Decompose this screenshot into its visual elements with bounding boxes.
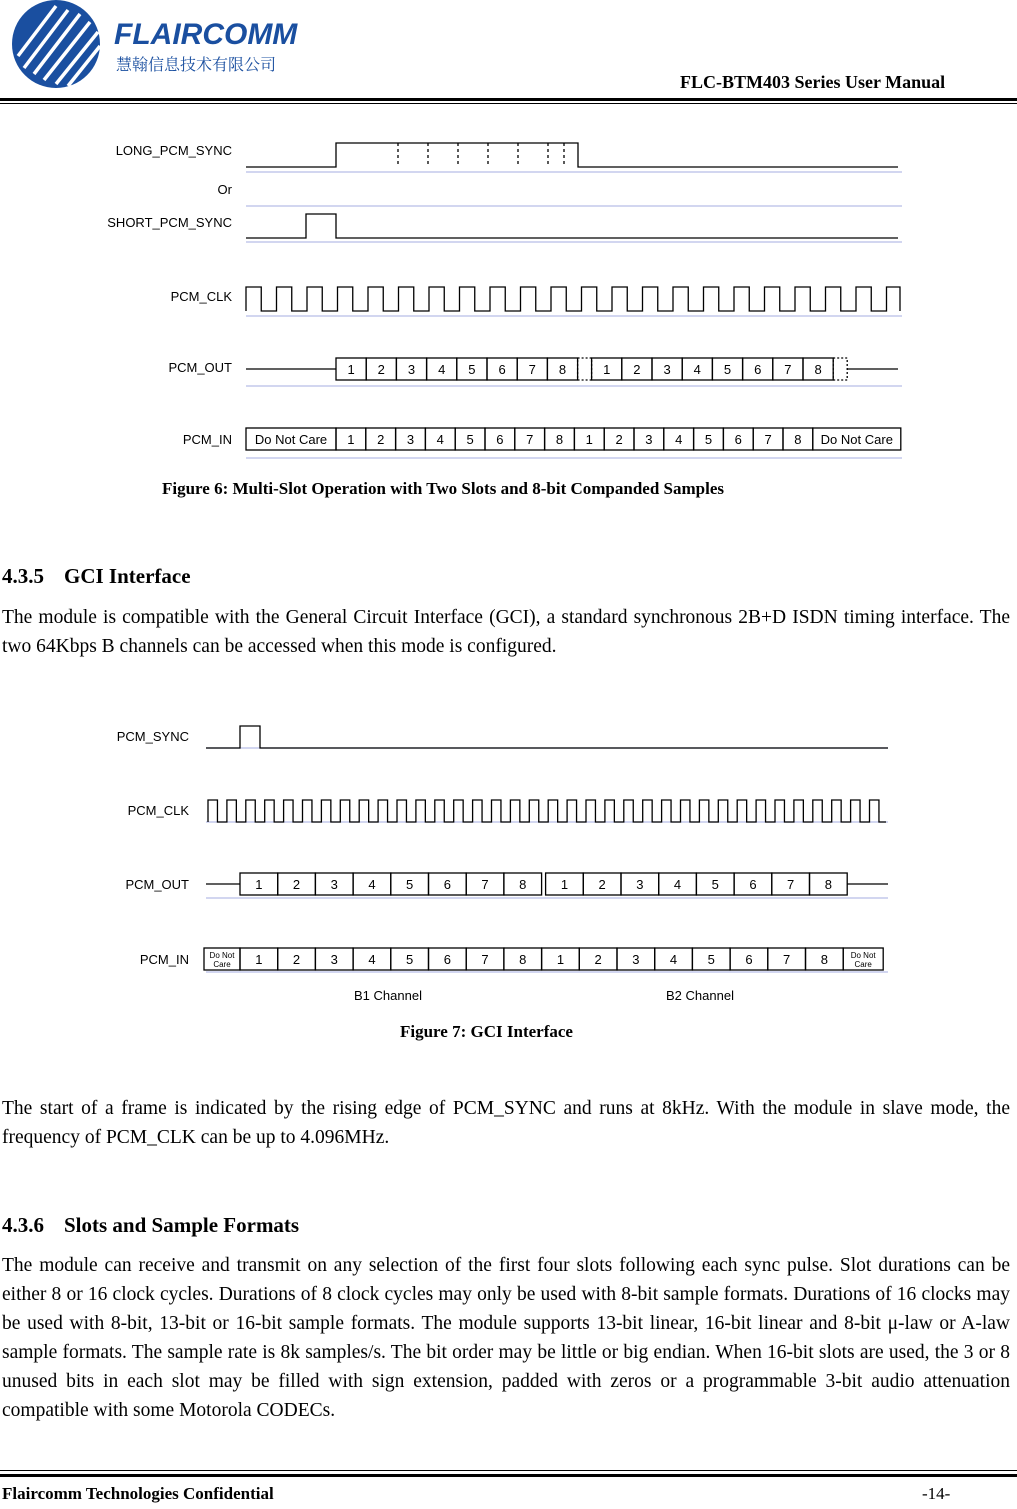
pcm-in-slot-bit-label: 7 — [481, 952, 489, 967]
pcm-sync-waveform — [206, 726, 888, 748]
figure6-caption: Figure 6: Multi-Slot Operation with Two Slots and 8-bit Companded Samples — [162, 479, 725, 498]
pcm-in-slot-bit-label: 7 — [526, 432, 534, 447]
page-number: -14- — [922, 1484, 951, 1503]
pcm-out-slot2-bit-label: 4 — [693, 362, 701, 377]
label-pcm-in: PCM_IN — [139, 952, 189, 967]
pcm-out-slot2-bit-label: 1 — [603, 362, 611, 377]
pcm-in-slot-bit-label: 3 — [645, 432, 653, 447]
pcm-out-gap — [833, 358, 847, 380]
pcm-in-slot-bit-label: 1 — [585, 432, 593, 447]
pcm-out-slot1-bit-label: 3 — [407, 362, 416, 377]
logo-text: FLAIRCOMM — [114, 18, 298, 51]
header-rule-thin — [0, 103, 1017, 104]
pcm-in-slot-bit-label: 1 — [255, 952, 263, 967]
header-rule — [0, 98, 1017, 101]
b1-channel-label: B1 Channel — [354, 988, 422, 1003]
pcm-in-slot-bit-label: 5 — [707, 952, 715, 967]
pcm-in-dont-care-label: Care — [213, 960, 231, 969]
pcm-in-dont-care-label: Do Not Care — [254, 432, 328, 447]
section-4-3-6-body: The module can receive and transmit on any selection of the first four slots following each sync pulse. Slot durations can be either 8 or 16 clock cycles. Durations of 8 clock cycles may only be used with 8-bit sample formats. Durations of 16 clocks may be used with 8-bit, 13-bit or 16-bit sample formats. The module supports 13-bit linear, 16-bit linear and 8-bit μ-law or A-law sample formats. The sample rate is 8k samples/s. The bit order may be little or big endian. When 16-bit slots are used, the 3 or 8 unused bits in each slot may be filled with sign extension, padded with zeros or a programmable 3-bit audio attenuation compatible with some Motorola CODECs. — [2, 1255, 1010, 1421]
pcm-out-b1-bit-label: 6 — [443, 877, 451, 892]
pcm-out-b1-bit-label: 1 — [255, 877, 263, 892]
pcm-out-slot1-bit-label: 5 — [468, 362, 476, 377]
pcm-out-b2-bit-label: 8 — [824, 877, 832, 892]
label-pcm-sync: PCM_SYNC — [116, 729, 189, 744]
pcm-in-slot-bit-label: 8 — [820, 952, 828, 967]
pcm-in-dont-care-label: Care — [854, 960, 872, 969]
section-title: Slots and Sample Formats — [64, 1213, 300, 1237]
manual-title: FLC-BTM403 Series User Manual — [680, 72, 946, 92]
pcm-in-slot-bit-label: 6 — [443, 952, 451, 967]
figure7-caption: Figure 7: GCI Interface — [400, 1022, 573, 1041]
pcm-in-slot-bit-label: 5 — [466, 432, 474, 447]
pcm-in-slot-bit-label: 4 — [669, 952, 678, 967]
pcm-in-slot-bit-label: 6 — [734, 432, 742, 447]
pcm-out-b2-bit-label: 6 — [749, 877, 757, 892]
pcm-out-slot1-bit-label: 4 — [438, 362, 446, 377]
pcm-in-slot-bit-label: 1 — [347, 432, 355, 447]
pcm-in-slot-bit-label: 2 — [377, 432, 385, 447]
pcm-out-slot2-bit-label: 5 — [723, 362, 732, 377]
pcm-in-dont-care-label: Do Not — [209, 951, 235, 960]
pcm-out-slot1-bit-label: 2 — [377, 362, 385, 377]
section-4-3-5-heading — [2, 564, 191, 589]
pcm-out-b2-bit-label: 4 — [673, 877, 682, 892]
pcm-out-slot1-bit-label: 7 — [528, 362, 536, 377]
pcm-in-slot-bit-label: 3 — [406, 432, 415, 447]
footer-confidential: Flaircomm Technologies Confidential — [2, 1484, 274, 1503]
pcm-in-slot-bit-label: 4 — [675, 432, 683, 447]
pcm-out-b2-bit-label: 2 — [598, 877, 606, 892]
pcm-in-slot-bit-label: 4 — [436, 432, 444, 447]
label-long-pcm-sync: LONG_PCM_SYNC — [115, 143, 232, 158]
pcm-in-slot-bit-label: 3 — [330, 952, 338, 967]
section-number: 4.3.6 — [2, 1213, 44, 1237]
pcm-out-b1-bit-label: 3 — [330, 877, 338, 892]
clock-waveform — [246, 287, 900, 311]
section-4-3-6-heading — [2, 1213, 299, 1238]
logo-subtext: 慧翰信息技术有限公司 — [116, 57, 277, 74]
pcm-out-slot2-bit-label: 3 — [663, 362, 671, 377]
pcm-in-slot-bit-label: 2 — [292, 952, 301, 967]
pcm-in-slot-bit-label: 8 — [555, 432, 564, 447]
frame-paragraph: The start of a frame is indicated by the rising edge of PCM_SYNC and runs at 8kHz. With the module in slave mode, the frequency of PCM_CLK can be up to 4.096MHz. — [2, 1098, 1010, 1148]
pcm-in-slot-bit-label: 5 — [704, 432, 713, 447]
pcm-out-b1-bit-label: 5 — [406, 877, 414, 892]
pcm-out-b2-bit-label: 1 — [560, 877, 569, 892]
short-sync-waveform — [246, 214, 898, 238]
pcm-in-slot-bit-label: 3 — [632, 952, 640, 967]
footer-rule-thin — [0, 1470, 1017, 1471]
long-sync-waveform — [246, 143, 898, 167]
clock-waveform — [208, 800, 886, 822]
figure7-diagram — [88, 708, 928, 1010]
section-4-3-5-body: The module is compatible with the General Circuit Interface (GCI), a standard synchronous 2B+D ISDN timing interface. The two 64Kbps B channels can be accessed when this mode is configured. — [2, 607, 1010, 657]
pcm-in-slot-bit-label: 8 — [519, 952, 527, 967]
pcm-in-slot-bit-label: 6 — [745, 952, 753, 967]
pcm-out-b1-bit-label: 2 — [292, 877, 301, 892]
figure6-diagram — [80, 122, 930, 467]
pcm-out-b1-bit-label: 4 — [368, 877, 376, 892]
section-title: GCI Interface — [64, 564, 191, 588]
pcm-out-slot2-bit-label: 7 — [784, 362, 792, 377]
pcm-in-slot-bit-label: 8 — [794, 432, 802, 447]
pcm-out-gap — [578, 358, 592, 380]
label-pcm-clk: PCM_CLK — [127, 803, 189, 818]
pcm-in-slot-bit-label: 5 — [406, 952, 414, 967]
pcm-in-dont-care-label: Do Not Care — [820, 432, 893, 447]
pcm-in-slot-bit-label: 1 — [556, 952, 565, 967]
pcm-in-slot-bit-label: 7 — [764, 432, 772, 447]
pcm-in-slot-bit-label: 2 — [594, 952, 602, 967]
label-short-pcm-sync: SHORT_PCM_SYNC — [107, 215, 232, 230]
label-or: Or — [217, 182, 232, 197]
pcm-in-slot-bit-label: 4 — [368, 952, 376, 967]
pcm-out-slot2-bit-label: 8 — [814, 362, 822, 377]
pcm-in-slot-bit-label: 6 — [496, 432, 504, 447]
label-pcm-out: PCM_OUT — [125, 877, 189, 892]
label-pcm-out: PCM_OUT — [168, 360, 232, 375]
pcm-out-slot2-bit-label: 2 — [633, 362, 641, 377]
pcm-out-b2-bit-label: 3 — [636, 877, 644, 892]
pcm-out-b2-bit-label: 7 — [787, 877, 795, 892]
footer-rule — [0, 1474, 1017, 1477]
pcm-out-b1-bit-label: 7 — [481, 877, 489, 892]
label-pcm-clk: PCM_CLK — [170, 289, 232, 304]
pcm-out-slot1-bit-label: 1 — [347, 362, 355, 377]
pcm-in-slot-bit-label: 7 — [783, 952, 791, 967]
pcm-out-b1-bit-label: 8 — [519, 877, 527, 892]
pcm-out-b2-bit-label: 5 — [711, 877, 719, 892]
pcm-out-slot1-bit-label: 8 — [558, 362, 567, 377]
label-pcm-in: PCM_IN — [182, 432, 232, 447]
pcm-in-dont-care-label: Do Not — [850, 951, 876, 960]
section-number: 4.3.5 — [2, 564, 44, 588]
pcm-out-slot2-bit-label: 6 — [754, 362, 762, 377]
company-logo — [6, 0, 326, 92]
pcm-out-slot1-bit-label: 6 — [498, 362, 506, 377]
pcm-in-slot-bit-label: 2 — [615, 432, 623, 447]
b2-channel-label: B2 Channel — [666, 988, 734, 1003]
